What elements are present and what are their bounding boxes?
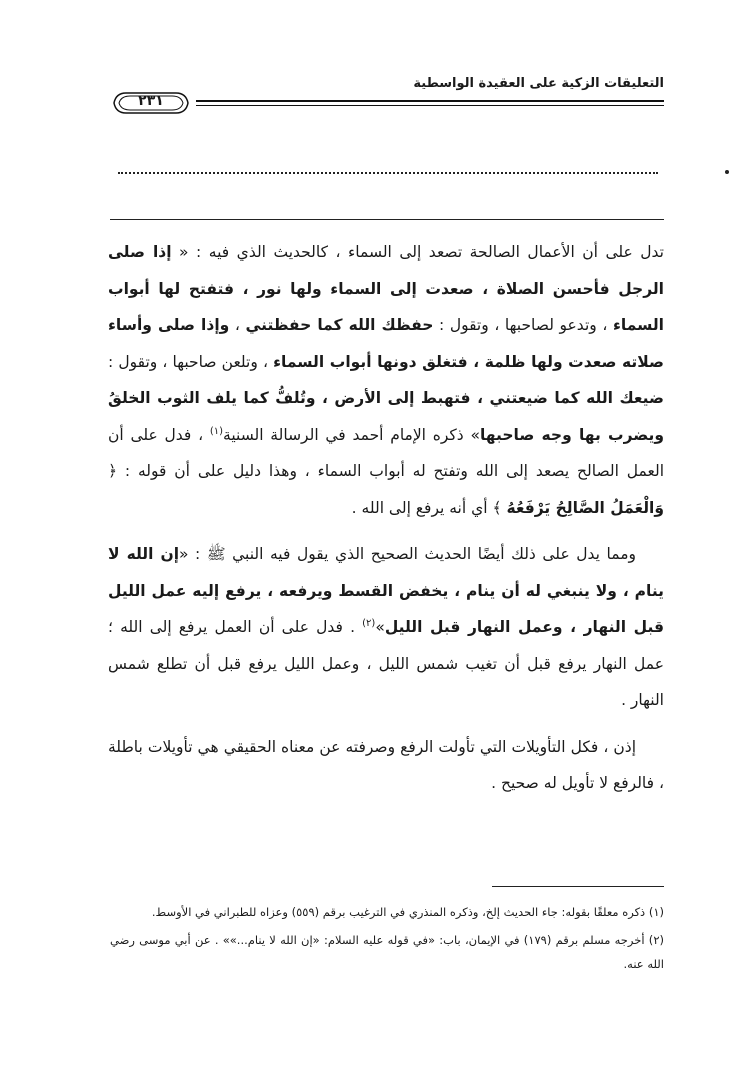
text-run: ، فدل على أن العمل الصالح يصعد إلى الله وتفتح له أبواب السماء ، وهذا دليل على أن قوله : ﴿	[108, 425, 664, 480]
hadith-text: ضيعك الله كما ضيعتني ، فتهبط إلى الأرض ، وتُلفُّ كما يلف الثوب الخلقُ ويضرب بها وجه صاحبها	[108, 389, 665, 444]
footnote-2: (٢) أخرجه مسلم برقم (١٧٩) في الإيمان، باب: «في قوله عليه السلام: «إن الله لا ينام...»» . عن أبي موسى رضي الله عنه.	[110, 933, 664, 971]
body-text	[108, 234, 664, 802]
running-title: التعليقات الزكية على العقيدة الواسطية	[413, 76, 664, 91]
page-number: ٢٣١	[138, 93, 164, 109]
footnote-ref: (٢)	[362, 617, 376, 629]
paragraph-3: إذن ، فكل التأويلات التي تأولت الرفع وصرفته عن معناه الحقيقي هي تأويلات باطلة ، فالرفع لا تأويل له صحيح .	[108, 737, 664, 792]
text-run: » ذكره الإمام أحمد في الرسالة السنية	[223, 425, 480, 444]
text-run: ،	[229, 316, 246, 334]
paragraph-2	[108, 536, 664, 719]
footnote-ref: (١)	[209, 425, 224, 437]
footnotes	[110, 900, 664, 976]
text-run: ، وتدعو لصاحبها ، وتقول :	[433, 316, 613, 334]
text-run: تدل على أن الأعمال الصالحة تصعد إلى السماء ، كالحديث الذي فيه : «	[171, 243, 664, 261]
text-run: . فدل على أن العمل يرفع إلى الله ؛ عمل النهار يرفع قبل أن تغيب شمس الليل ، وعمل الليل يرفع قبل أن تطلع شمس النهار .	[108, 618, 664, 709]
page-number-ornament	[112, 90, 190, 116]
body-top-rule	[110, 219, 664, 220]
header-rule	[196, 100, 664, 102]
hadith-text: إذا صلى الرجل فأحسن الصلاة ، صعدت إلى السماء ولها نور ، فتفتح لها أبواب السماء	[108, 243, 664, 334]
text-run: »	[375, 618, 385, 636]
text-run: ومما يدل على ذلك أيضًا الحديث الصحيح الذي يقول فيه النبي ﷺ : «	[179, 545, 636, 563]
dotted-separator	[118, 172, 658, 174]
text-run: ﴾ أي أنه يرفع إلى الله .	[351, 498, 507, 517]
margin-dot	[725, 170, 729, 174]
hadith-text: إن الله لا ينام ، ولا ينبغي له أن ينام ، يخفض القسط ويرفعه ، يرفع إليه عمل الليل قبل النهار ، وعمل النهار قبل الليل	[108, 545, 664, 636]
footnote-1: (١) ذكره معلقًا بقوله: جاء الحديث إلخ، وذكره المنذري في الترغيب برقم (٥٥٩) وعزاه للطبراني في الأوسط.	[151, 905, 664, 919]
quran-text: وَالْعَمَلُ الصَّالِحُ يَرْفَعُهُ	[506, 498, 664, 517]
hadith-text: حفظك الله كما حفظتني	[245, 316, 434, 334]
footnote-rule	[492, 886, 664, 887]
paragraph-1	[108, 234, 664, 526]
text-run: ، وتلعن صاحبها ، وتقول :	[108, 352, 274, 371]
hadith-text: وإذا صلى وأساء صلاته صعدت ولها ظلمة ، فتغلق دونها أبواب السماء	[108, 316, 664, 371]
header-rule-thin	[196, 105, 664, 106]
